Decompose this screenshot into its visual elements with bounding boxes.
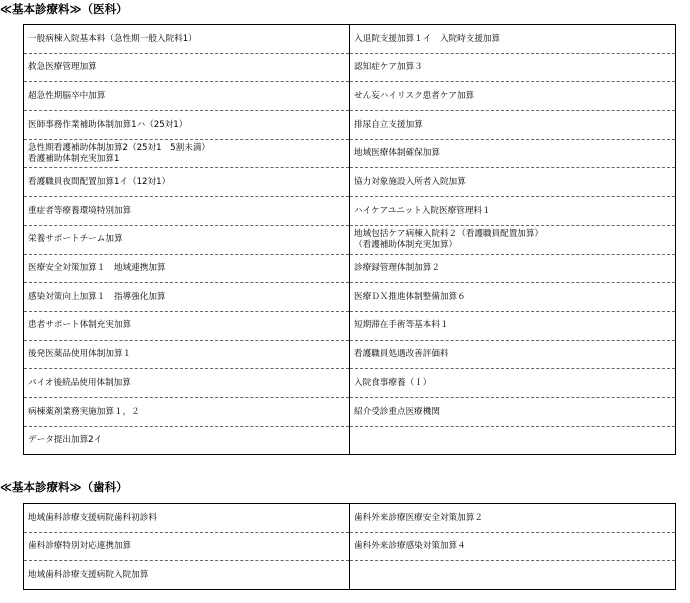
medical-table-cell xyxy=(24,197,350,226)
medical-cell-text: 急性期看護補助体制加算2（25対1 5割未満） xyxy=(28,143,211,154)
dental-table-cell xyxy=(24,504,350,533)
medical-table-row xyxy=(24,168,676,197)
medical-table-row xyxy=(24,25,676,54)
medical-cell-text: 後発医薬品使用体制加算１ xyxy=(28,349,132,360)
medical-table-row xyxy=(24,139,676,168)
dental-cell-text: 歯科外来診療感染対策加算４ xyxy=(354,541,466,552)
medical-table-cell xyxy=(24,340,350,369)
medical-table-cell xyxy=(24,397,350,426)
medical-table-cell xyxy=(350,111,676,140)
medical-cell-text: 看護職員処遇改善評価料 xyxy=(354,349,449,360)
medical-table-row xyxy=(24,340,676,369)
medical-table-cell xyxy=(24,369,350,398)
medical-cell-text: 地域医療体制確保加算 xyxy=(354,148,440,159)
medical-cell-text: データ提出加算2イ xyxy=(28,435,103,446)
medical-table-cell xyxy=(24,225,350,254)
dental-table-cell xyxy=(24,532,350,561)
dental-cell-text: 歯科外来診療医療安全対策加算２ xyxy=(354,512,483,523)
medical-cell-text: 看護補助体制充実加算1 xyxy=(28,153,120,164)
medical-table-cell xyxy=(24,139,350,168)
medical-table-cell xyxy=(350,139,676,168)
medical-cell-text: 重症者等療養環境特別加算 xyxy=(28,205,132,216)
medical-table-cell xyxy=(350,197,676,226)
medical-table-cell xyxy=(350,369,676,398)
medical-cell-text: 看護職員夜間配置加算1イ（12対1） xyxy=(28,177,171,188)
dental-table-row xyxy=(24,504,676,533)
medical-cell-text: 栄養サポートチーム加算 xyxy=(28,234,123,245)
medical-table-cell xyxy=(24,254,350,283)
medical-table-row xyxy=(24,225,676,254)
dental-table-cell xyxy=(350,561,676,590)
medical-table-row xyxy=(24,53,676,82)
medical-cell-text: 地域包括ケア病棟入院料２（看護職員配置加算） xyxy=(354,229,544,240)
medical-table-row xyxy=(24,254,676,283)
medical-cell-text: 入院食事療養（Ｉ） xyxy=(354,377,432,388)
medical-table-cell xyxy=(350,340,676,369)
medical-table-cell xyxy=(350,53,676,82)
medical-table-row xyxy=(24,369,676,398)
medical-table-row xyxy=(24,82,676,111)
medical-table-cell xyxy=(350,283,676,312)
medical-table-row xyxy=(24,111,676,140)
medical-table-cell xyxy=(350,311,676,340)
dental-fee-table-body xyxy=(24,504,676,590)
dental-table-cell xyxy=(24,561,350,590)
section-title-dental: ≪基本診療料≫（歯科） xyxy=(0,480,128,494)
medical-cell-text: 入退院支援加算１イ 入院時支援加算 xyxy=(354,33,501,44)
dental-table-cell xyxy=(350,504,676,533)
medical-cell-text: 病棟薬剤業務実施加算１，２ xyxy=(28,406,140,417)
medical-cell-text: バイオ後続品使用体制加算 xyxy=(28,377,131,388)
medical-cell-text: 協力対象施設入所者入院加算 xyxy=(354,177,466,188)
medical-cell-text: 医療ＤＸ推進体制整備加算６ xyxy=(354,291,466,302)
medical-cell-text: 医師事務作業補助体制加算1ハ（25対1） xyxy=(28,119,188,130)
medical-table-row xyxy=(24,283,676,312)
dental-fee-table xyxy=(23,503,676,590)
medical-fee-table xyxy=(23,24,676,455)
medical-cell-text: 感染対策向上加算１ 指導強化加算 xyxy=(28,291,166,302)
medical-fee-table-body xyxy=(24,25,676,455)
medical-cell-text: ハイケアユニット入院医療管理料１ xyxy=(354,205,491,216)
dental-table-cell xyxy=(350,532,676,561)
section-title-medical: ≪基本診療料≫（医科） xyxy=(0,2,128,16)
medical-cell-text: 救急医療管理加算 xyxy=(28,62,97,73)
medical-cell-text: 短期滞在手術等基本料１ xyxy=(354,320,449,331)
dental-cell-text: 地域歯科診療支援病院歯科初診料 xyxy=(28,512,157,523)
dental-cell-text: 歯科診療特別対応連携加算 xyxy=(28,541,132,552)
medical-table-cell xyxy=(24,426,350,455)
medical-cell-text: 一般病棟入院基本料（急性期一般入院料1） xyxy=(28,33,197,44)
medical-table-cell xyxy=(24,82,350,111)
medical-table-cell xyxy=(350,168,676,197)
medical-table-row xyxy=(24,397,676,426)
medical-table-row xyxy=(24,197,676,226)
medical-table-row xyxy=(24,311,676,340)
medical-cell-text: せん妄ハイリスク患者ケア加算 xyxy=(354,90,475,101)
medical-table-row xyxy=(24,426,676,455)
medical-table-cell xyxy=(24,311,350,340)
medical-table-cell xyxy=(350,426,676,455)
medical-cell-text: 医療安全対策加算１ 地域連携加算 xyxy=(28,263,166,274)
dental-table-row xyxy=(24,561,676,590)
medical-table-cell xyxy=(24,168,350,197)
medical-table-cell xyxy=(350,25,676,54)
medical-cell-text: 認知症ケア加算３ xyxy=(354,62,423,73)
dental-table-row xyxy=(24,532,676,561)
medical-cell-text: （看護補助体制充実加算） xyxy=(354,239,458,250)
dental-cell-text: 地域歯科診療支援病院入院加算 xyxy=(28,569,149,580)
medical-cell-text: 排尿自立支援加算 xyxy=(354,119,423,130)
medical-table-cell xyxy=(24,53,350,82)
medical-table-cell xyxy=(24,111,350,140)
medical-cell-text: 診療録管理体制加算２ xyxy=(354,263,440,274)
medical-table-cell xyxy=(350,397,676,426)
medical-cell-text: 患者サポート体制充実加算 xyxy=(28,320,132,331)
medical-cell-text: 紹介受診重点医療機関 xyxy=(354,406,440,417)
medical-table-cell xyxy=(350,82,676,111)
medical-table-cell xyxy=(24,25,350,54)
medical-table-cell xyxy=(350,225,676,254)
medical-table-cell xyxy=(350,254,676,283)
medical-table-cell xyxy=(24,283,350,312)
medical-cell-text: 超急性期脳卒中加算 xyxy=(28,90,106,101)
